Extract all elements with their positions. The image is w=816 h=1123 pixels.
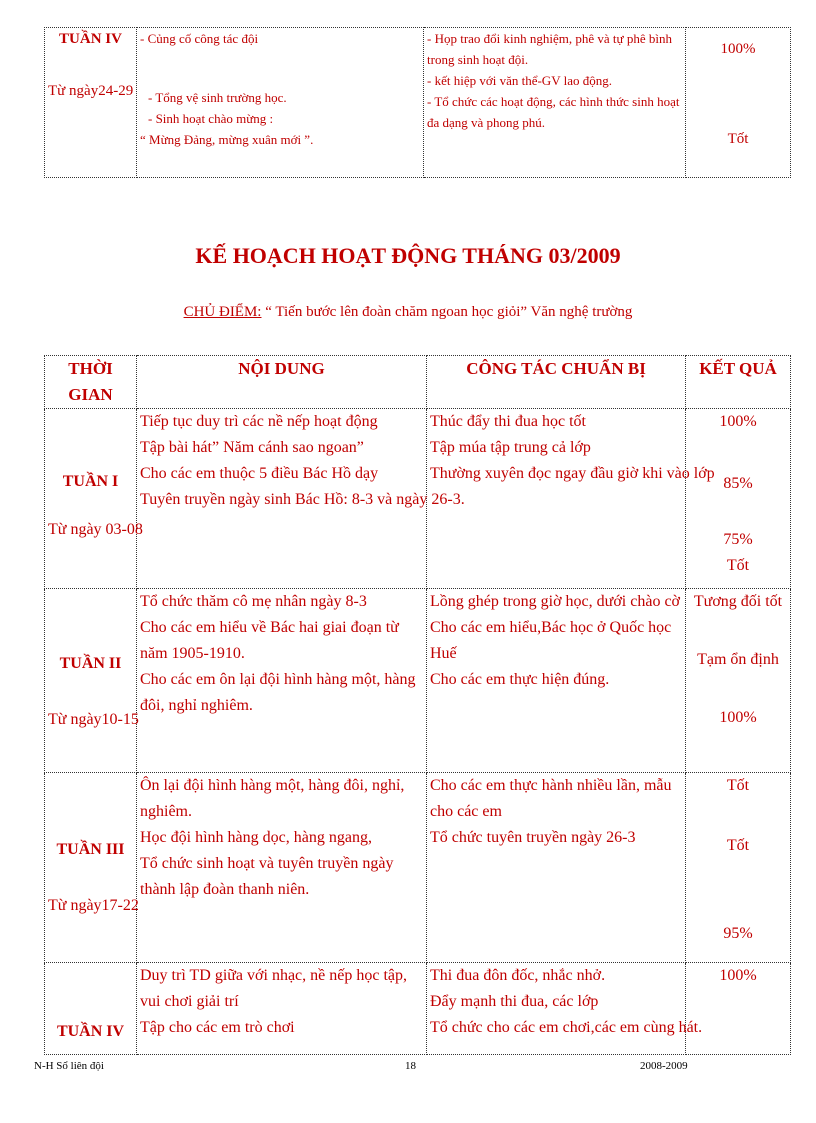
- result-value: 75%: [723, 531, 753, 548]
- week-label: TUẦN IV: [59, 31, 122, 47]
- week-label: TUẦN I: [62, 473, 119, 490]
- footer-page-number: 18: [405, 1060, 416, 1072]
- list-item: Lồng ghép trong giờ học, dưới chào cờ Cho các em hiểu,Bác học ở Quốc học Huế: [430, 593, 680, 662]
- list-item: Duy trì TD giữa với nhạc, nề nếp học tập, vui chơi giải trí: [140, 967, 407, 1010]
- header-prep: CÔNG TÁC CHUẨN BỊ: [427, 356, 686, 409]
- result-cell: [686, 963, 791, 1055]
- time-cell: [45, 589, 137, 773]
- week-dates: Từ ngày24-29: [48, 83, 134, 99]
- time-cell: [45, 773, 137, 963]
- page-title: KẾ HOẠCH HOẠT ĐỘNG THÁNG 03/2009: [195, 243, 621, 268]
- header-result: KẾT QUẢ: [686, 356, 791, 409]
- week-label: TUẦN II: [59, 655, 122, 672]
- result-value: Tương đối tốt: [693, 593, 783, 610]
- list-item: Tập cho các em trò chơi: [140, 1019, 295, 1036]
- result-cell: [686, 409, 791, 589]
- table-row: [45, 773, 791, 963]
- list-item: Cho các em thực hành nhiều lần, mẫu cho các em: [430, 777, 672, 820]
- prep-cell: [427, 773, 686, 963]
- list-item: Tiếp tục duy trì các nề nếp hoạt động: [140, 413, 378, 430]
- table-row: [45, 589, 791, 773]
- list-item: Đẩy mạnh thi đua, các lớp: [430, 993, 599, 1010]
- list-item: Cho các em hiểu về Bác hai giai đoạn từ năm 1905-1910.: [140, 619, 399, 662]
- content-cell: [137, 773, 427, 963]
- result-value: 100%: [719, 967, 757, 984]
- prep-cell: [427, 589, 686, 773]
- monthly-plan-table: [44, 355, 791, 1055]
- result-value: 85%: [723, 475, 753, 492]
- prep-cell: [427, 963, 703, 1055]
- time-cell: [45, 963, 137, 1055]
- list-item: Thường xuyên đọc ngay đầu giờ khi vào lớp: [430, 465, 715, 482]
- footer-year: 2008-2009: [640, 1060, 688, 1072]
- result-value: Tốt: [727, 131, 749, 147]
- content-cell: [137, 409, 465, 589]
- result-cell: [686, 773, 791, 963]
- prep-cell: [424, 28, 686, 178]
- footer-left: N-H Sổ liên đội: [34, 1060, 104, 1072]
- list-item: “ Mừng Đảng, mừng xuân mới ”.: [140, 132, 314, 147]
- list-item: Ôn lại đội hình hàng một, hàng đôi, nghỉ, nghiêm.: [140, 777, 405, 820]
- header-time: THỜI GIAN: [45, 356, 137, 409]
- list-item: Tổ chức thăm cô mẹ nhân ngày 8-3: [140, 593, 367, 610]
- result-value: 100%: [720, 41, 756, 57]
- list-item: - Tổng vệ sinh trường học.: [148, 90, 287, 105]
- result-cell: [686, 589, 791, 773]
- list-item: Tổ chức sinh hoạt và tuyên truyền ngày thành lập đoàn thanh niên.: [140, 855, 394, 898]
- result-value: 100%: [719, 413, 757, 430]
- header-row: [45, 356, 791, 409]
- week-dates: Từ ngày10-15: [48, 711, 139, 728]
- list-item: - Tổ chức các hoạt động, các hình thức sinh hoạt đa dạng và phong phú.: [427, 94, 680, 130]
- time-cell: [45, 28, 137, 178]
- week-dates: Từ ngày 03-08: [48, 521, 143, 538]
- result-value: Tốt: [726, 557, 750, 574]
- result-value: 95%: [723, 925, 753, 942]
- list-item: Thi đua đôn đốc, nhắc nhở.: [430, 967, 606, 984]
- content-cell: [137, 28, 424, 178]
- week-label: TUẦN III: [56, 841, 125, 858]
- result-value: Tốt: [726, 777, 750, 794]
- list-item: Cho các em thực hiện đúng.: [430, 671, 610, 688]
- list-item: Học đội hình hàng dọc, hàng ngang,: [140, 829, 372, 846]
- list-item: - kết hiệp với văn thể-GV lao động.: [427, 73, 612, 88]
- table-row: [45, 409, 791, 589]
- result-cell: [686, 28, 791, 178]
- list-item: Tuyên truyền ngày sinh Bác Hồ: 8-3 và ngày 26-3.: [140, 491, 465, 508]
- content-cell: [137, 589, 427, 773]
- theme-subtitle: [0, 304, 816, 321]
- theme-label: CHỦ ĐIỂM:: [183, 304, 262, 320]
- prep-cell: [427, 409, 715, 589]
- list-item: Cho các em thuộc 5 điều Bác Hồ dạy: [140, 465, 379, 482]
- table-row: [45, 28, 791, 178]
- list-item: Tổ chức tuyên truyền ngày 26-3: [430, 829, 636, 846]
- list-item: - Củng cố công tác đội: [140, 31, 259, 46]
- list-item: Tổ chức cho các em chơi,các em cùng hát.: [430, 1019, 703, 1036]
- list-item: Thúc đẩy thi đua học tốt: [430, 413, 586, 430]
- result-value: Tốt: [726, 837, 750, 854]
- week-label: TUẦN IV: [56, 1023, 125, 1040]
- week-dates: Từ ngày17-22: [48, 897, 139, 914]
- time-cell: [45, 409, 143, 589]
- list-item: - Họp trao đổi kinh nghiệm, phê và tự phê bình trong sinh hoạt đội.: [427, 31, 672, 67]
- previous-month-table: [44, 27, 791, 178]
- result-value: 100%: [719, 709, 757, 726]
- header-content: NỘI DUNG: [137, 356, 427, 409]
- list-item: - Sinh hoạt chào mừng :: [148, 111, 274, 126]
- list-item: Tập bài hát” Năm cánh sao ngoan”: [140, 439, 364, 456]
- list-item: Cho các em ôn lại đội hình hàng một, hàng đôi, nghỉ nghiêm.: [140, 671, 416, 714]
- list-item: Tập múa tập trung cả lớp: [430, 439, 591, 456]
- theme-text: “ Tiến bước lên đoàn chăm ngoan học giỏi” Văn nghệ trường: [261, 304, 633, 320]
- table-row: [45, 963, 791, 1055]
- content-cell: [137, 963, 427, 1055]
- result-value: Tạm ổn định: [697, 651, 779, 668]
